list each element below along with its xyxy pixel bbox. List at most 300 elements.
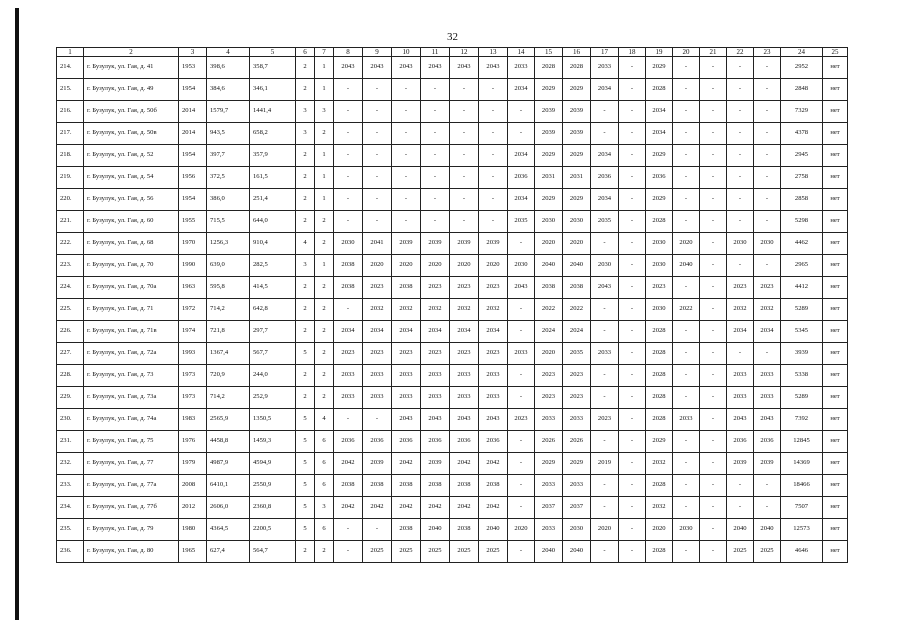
table-cell: - [673,211,700,233]
table-cell: 2026 [563,431,591,453]
table-row [57,233,848,255]
table-cell: 1990 [179,255,207,277]
table-cell: 1972 [179,299,207,321]
column-header: 9 [363,48,392,57]
table-cell: нет [823,519,848,541]
row-number-cell: 218. [57,145,84,167]
table-cell: - [754,189,781,211]
table-cell: 297,7 [250,321,296,343]
table-cell: 12573 [781,519,823,541]
table-cell: - [334,409,363,431]
table-cell: 2039 [392,233,421,255]
table-cell: 2034 [727,321,754,343]
table-cell: - [334,79,363,101]
table-cell: 2039 [563,123,591,145]
table-cell: - [334,189,363,211]
table-cell: - [363,101,392,123]
table-cell: нет [823,233,848,255]
table-cell: 2036 [392,431,421,453]
table-cell: - [673,101,700,123]
table-cell: - [363,211,392,233]
table-cell: 2023 [535,365,563,387]
table-cell: 2023 [450,277,479,299]
table-row [57,365,848,387]
table-cell: 2030 [508,255,535,277]
table-cell: 252,9 [250,387,296,409]
table-cell: нет [823,101,848,123]
table-cell: 2042 [450,453,479,475]
table-cell: - [334,101,363,123]
table-cell: 2043 [334,57,363,79]
table-cell: 5 [296,431,315,453]
table-cell: 2030 [334,233,363,255]
table-cell: - [334,519,363,541]
table-cell: 2028 [563,57,591,79]
table-cell: 2023 [392,343,421,365]
table-cell: - [508,321,535,343]
table-cell: - [334,123,363,145]
table-cell: 2043 [450,57,479,79]
table-row [57,101,848,123]
table-cell: 2036 [334,431,363,453]
table-cell: - [508,123,535,145]
table-cell: 1954 [179,79,207,101]
table-cell: 2022 [535,299,563,321]
table-cell: 2031 [563,167,591,189]
table-cell: 2025 [392,541,421,563]
table-cell: 2023 [334,343,363,365]
table-cell: 2023 [450,343,479,365]
table-cell: 2030 [646,299,673,321]
table-cell: 2035 [563,343,591,365]
table-cell: - [700,475,727,497]
table-row [57,255,848,277]
table-row [57,123,848,145]
column-header: 15 [535,48,563,57]
table-cell: нет [823,299,848,321]
table-cell: - [700,343,727,365]
table-cell: - [334,167,363,189]
table-cell: - [508,233,535,255]
table-cell: - [619,189,646,211]
table-cell: - [591,299,619,321]
column-header: 10 [392,48,421,57]
table-cell: 1 [315,57,334,79]
table-cell: 1976 [179,431,207,453]
row-number-cell: 227. [57,343,84,365]
table-cell: нет [823,167,848,189]
table-cell: - [363,189,392,211]
table-row [57,343,848,365]
table-row [57,79,848,101]
table-cell: - [673,541,700,563]
row-number-cell: 217. [57,123,84,145]
table-cell: 2032 [727,299,754,321]
table-cell: 2040 [563,541,591,563]
table-cell: - [421,167,450,189]
table-cell: - [619,79,646,101]
table-cell: 5 [296,475,315,497]
table-cell: - [700,519,727,541]
table-cell: 2 [296,167,315,189]
row-number-cell: 233. [57,475,84,497]
table-cell: 2042 [421,497,450,519]
table-row [57,519,848,541]
table-cell: 2034 [334,321,363,343]
table-cell: - [619,101,646,123]
table-cell: 3 [315,497,334,519]
table-cell: 2 [296,387,315,409]
table-cell: 2033 [363,387,392,409]
table-cell: 2025 [363,541,392,563]
table-cell: 2038 [334,255,363,277]
table-cell: - [619,343,646,365]
address-cell: г. Бузулук, ул. Гая, д. 49 [84,79,179,101]
column-header: 12 [450,48,479,57]
table-cell: 2039 [479,233,508,255]
table-cell: - [421,123,450,145]
table-cell: - [591,365,619,387]
table-cell: 2020 [563,233,591,255]
table-cell: 7392 [781,409,823,431]
table-cell: 2032 [479,299,508,321]
table-cell: 2043 [450,409,479,431]
table-cell: - [619,431,646,453]
table-cell: 2034 [479,321,508,343]
table-cell: - [673,475,700,497]
table-cell: 5298 [781,211,823,233]
table-cell: 2028 [646,475,673,497]
column-header: 24 [781,48,823,57]
table-cell: - [619,453,646,475]
table-cell: 2038 [334,277,363,299]
table-cell: - [619,519,646,541]
table-row [57,541,848,563]
table-cell: 1 [315,255,334,277]
table-cell: 2030 [591,255,619,277]
table-cell: - [508,541,535,563]
table-cell: - [754,475,781,497]
table-cell: 2022 [673,299,700,321]
table-cell: нет [823,343,848,365]
table-cell: 2039 [535,101,563,123]
column-header: 5 [250,48,296,57]
table-cell: 910,4 [250,233,296,255]
table-cell: 627,4 [207,541,250,563]
row-number-cell: 226. [57,321,84,343]
row-number-cell: 224. [57,277,84,299]
table-cell: 2043 [591,277,619,299]
table-cell: 2 [315,211,334,233]
table-cell: 2 [315,387,334,409]
table-cell: 2041 [363,233,392,255]
table-cell: - [619,541,646,563]
table-cell: 2025 [754,541,781,563]
table-cell: 2043 [508,277,535,299]
table-cell: 2030 [754,233,781,255]
table-cell: - [619,277,646,299]
table-cell: 5289 [781,299,823,321]
table-cell: 2029 [535,145,563,167]
table-cell: 3 [296,101,315,123]
row-number-cell: 235. [57,519,84,541]
table-cell: 2 [315,233,334,255]
table-cell: 1955 [179,211,207,233]
table-cell: 2034 [363,321,392,343]
table-cell: - [754,123,781,145]
table-cell: - [754,167,781,189]
table-cell: 2 [315,299,334,321]
table-cell: - [392,101,421,123]
table-cell: 2023 [754,277,781,299]
column-header: 7 [315,48,334,57]
table-cell: - [363,519,392,541]
row-number-cell: 219. [57,167,84,189]
table-cell: 2040 [754,519,781,541]
table-cell: 2042 [479,453,508,475]
address-cell: г. Бузулук, ул. Гая, д. 50в [84,123,179,145]
table-cell: 2028 [646,409,673,431]
table-cell: нет [823,57,848,79]
table-cell: 2022 [563,299,591,321]
table-cell: 642,8 [250,299,296,321]
table-cell: - [508,387,535,409]
table-cell: 7507 [781,497,823,519]
address-cell: г. Бузулук, ул. Гая, д. 77а [84,475,179,497]
table-cell: 2025 [421,541,450,563]
column-header: 19 [646,48,673,57]
table-cell: 2 [296,79,315,101]
table-cell: 2033 [392,365,421,387]
table-cell: 2043 [421,57,450,79]
table-cell: 5 [296,453,315,475]
table-cell: - [591,431,619,453]
table-row [57,189,848,211]
table-cell: 2008 [179,475,207,497]
table-cell: 2038 [334,475,363,497]
table-cell: 3939 [781,343,823,365]
column-header: 13 [479,48,508,57]
table-cell: 2020 [421,255,450,277]
table-cell: 2200,5 [250,519,296,541]
table-cell: - [673,123,700,145]
table-cell: 2029 [646,145,673,167]
table-cell: 1 [315,167,334,189]
table-cell: 2032 [363,299,392,321]
table-cell: 2858 [781,189,823,211]
table-cell: 2033 [392,387,421,409]
table-cell: 2023 [646,277,673,299]
table-cell: 2 [315,343,334,365]
table-cell: - [700,79,727,101]
table-cell: 2033 [673,409,700,431]
table-cell: 2014 [179,123,207,145]
table-cell: 2034 [392,321,421,343]
table-cell: 386,0 [207,189,250,211]
table-cell: - [673,431,700,453]
table-cell: - [700,541,727,563]
table-cell: 2606,0 [207,497,250,519]
table-cell: 2024 [535,321,563,343]
table-cell: - [421,101,450,123]
table-cell: 2042 [334,497,363,519]
table-cell: 644,0 [250,211,296,233]
table-cell: - [673,365,700,387]
table-cell: - [392,189,421,211]
table-cell: 943,5 [207,123,250,145]
table-cell: 1954 [179,189,207,211]
table-cell: 2033 [535,519,563,541]
table-cell: - [619,387,646,409]
table-cell: 2036 [727,431,754,453]
table-cell: 4 [296,233,315,255]
table-cell: 6410,1 [207,475,250,497]
table-cell: 2037 [535,497,563,519]
table-cell: 2 [296,299,315,321]
table-cell: 1 [315,79,334,101]
table-cell: 2040 [535,255,563,277]
table-cell: 2039 [421,233,450,255]
table-cell: 2033 [591,57,619,79]
column-header: 8 [334,48,363,57]
table-cell: 2029 [646,57,673,79]
table-cell: 2 [296,277,315,299]
column-header: 11 [421,48,450,57]
table-cell: - [700,431,727,453]
table-cell: нет [823,431,848,453]
table-cell: 2033 [421,387,450,409]
table-cell: 2033 [754,387,781,409]
column-header: 4 [207,48,250,57]
table-cell: - [700,255,727,277]
address-cell: г. Бузулук, ул. Гая, д. 74а [84,409,179,431]
table-cell: - [754,145,781,167]
table-cell: 398,6 [207,57,250,79]
table-cell: - [700,387,727,409]
row-number-cell: 232. [57,453,84,475]
table-cell: - [727,475,754,497]
table-cell: нет [823,79,848,101]
table-cell: 2020 [392,255,421,277]
table-cell: 2038 [450,519,479,541]
table-cell: - [700,277,727,299]
table-cell: 2033 [363,365,392,387]
table-row [57,409,848,431]
table-cell: - [700,321,727,343]
table-cell: 2 [296,57,315,79]
table-cell: 1974 [179,321,207,343]
table-cell: 2038 [392,475,421,497]
table-cell: 4364,5 [207,519,250,541]
table-cell: 658,2 [250,123,296,145]
table-cell: 2028 [646,343,673,365]
table-cell: 2036 [646,167,673,189]
table-cell: 2030 [673,519,700,541]
table-cell: 2042 [450,497,479,519]
table-cell: 1367,4 [207,343,250,365]
table-cell: 1441,4 [250,101,296,123]
table-cell: - [508,101,535,123]
table-cell: - [450,145,479,167]
table-cell: 567,7 [250,343,296,365]
address-cell: г. Бузулук, ул. Гая, д. 71 [84,299,179,321]
table-cell: - [700,57,727,79]
table-cell: 1963 [179,277,207,299]
address-cell: г. Бузулук, ул. Гая, д. 77 [84,453,179,475]
column-number-row [57,48,848,57]
row-number-cell: 216. [57,101,84,123]
table-cell: - [591,233,619,255]
table-cell: 2034 [450,321,479,343]
table-cell: - [591,475,619,497]
table-cell: - [392,211,421,233]
table-cell: 2034 [508,145,535,167]
table-cell: 1970 [179,233,207,255]
table-cell: 1350,5 [250,409,296,431]
address-cell: г. Бузулук, ул. Гая, д. 71в [84,321,179,343]
table-cell: - [700,101,727,123]
table-cell: 2039 [563,101,591,123]
table-cell: 3 [296,255,315,277]
table-cell: 1256,3 [207,233,250,255]
table-cell: 5338 [781,365,823,387]
table-cell: 2025 [450,541,479,563]
table-cell: 1 [315,189,334,211]
table-cell: 2038 [450,475,479,497]
table-cell: 6 [315,519,334,541]
table-cell: 2026 [535,431,563,453]
table-cell: 595,8 [207,277,250,299]
row-number-cell: 215. [57,79,84,101]
table-cell: - [673,189,700,211]
table-cell: 714,2 [207,387,250,409]
row-number-cell: 222. [57,233,84,255]
table-cell: - [700,211,727,233]
table-cell: 2034 [591,189,619,211]
table-cell: - [392,145,421,167]
table-cell: 2030 [646,233,673,255]
table-cell: 2023 [591,409,619,431]
table-cell: 357,9 [250,145,296,167]
table-cell: 2042 [392,453,421,475]
table-row [57,453,848,475]
table-cell: - [754,79,781,101]
table-cell: 161,5 [250,167,296,189]
table-cell: 1954 [179,145,207,167]
table-cell: 1979 [179,453,207,475]
table-cell: 14369 [781,453,823,475]
table-cell: - [508,453,535,475]
table-cell: - [508,365,535,387]
table-cell: 2034 [754,321,781,343]
table-cell: - [619,299,646,321]
address-cell: г. Бузулук, ул. Гая, д. 72а [84,343,179,365]
column-header: 3 [179,48,207,57]
table-cell: - [727,79,754,101]
table-cell: 358,7 [250,57,296,79]
table-cell: 2036 [450,431,479,453]
table-cell: 2033 [479,365,508,387]
table-cell: - [700,497,727,519]
table-cell: 414,5 [250,277,296,299]
table-cell: нет [823,541,848,563]
table-cell: - [450,123,479,145]
table-cell: нет [823,321,848,343]
table-cell: - [700,123,727,145]
table-cell: 2028 [646,211,673,233]
table-cell: - [619,123,646,145]
table-cell: 2014 [179,101,207,123]
